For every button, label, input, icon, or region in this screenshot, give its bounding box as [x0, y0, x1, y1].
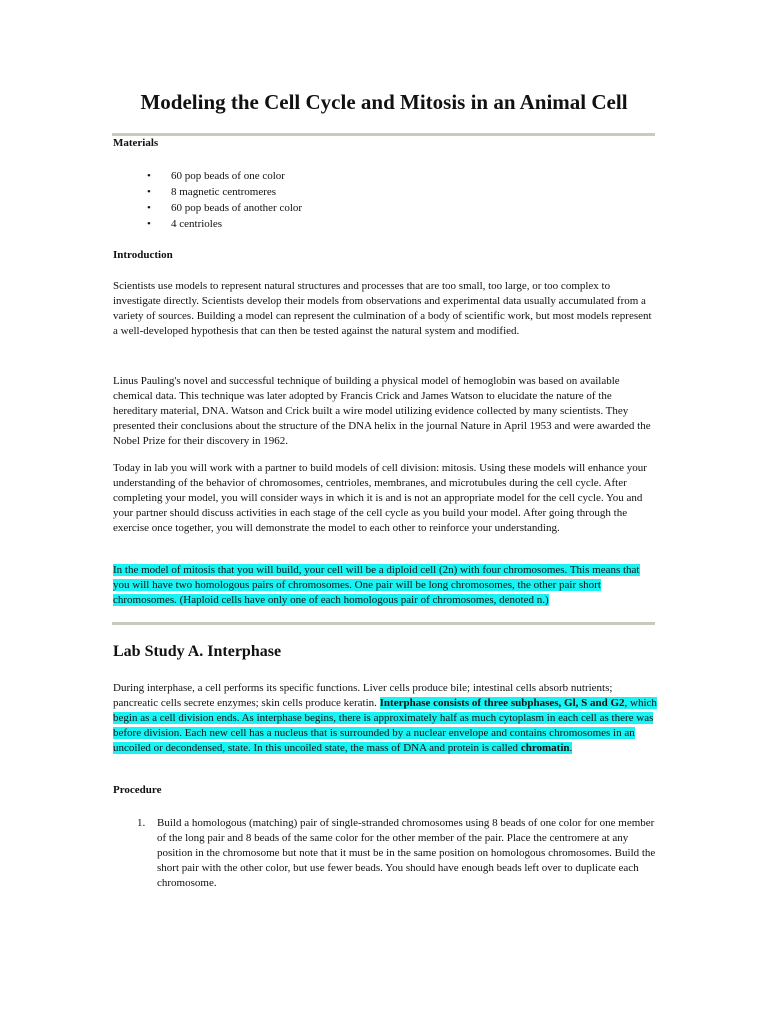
interphase-paragraph: During interphase, a cell performs its specific functions. Liver cells produce bile; intestinal cells absorb nutrients; pancreatic cells secrete enzymes; skin cells produce keratin. Interphase consists of three subphases, Gl, S and G2, which begin as a cell division ends. As interphase begins, there is approximately half as much cytoplasm in each cell as there was before division. Each new cell has a nucleus that is surrounded by a nuclear envelope and contains chromosomes in an uncoiled or decondensed, state. In this uncoiled state, the mass of DNA and protein is called chromatin.: [113, 682, 657, 754]
title-rule: [112, 133, 655, 136]
highlighted-text: Interphase consists of three subphases, Gl, S and G2, which begin as a cell division ends. As interphase begins, there is approximately half as much cytoplasm in each cell as there was before division. Each new cell has a nucleus that is surrounded by a nuclear envelope and contains chromosomes in an uncoiled or decondensed, state. In this uncoiled state, the mass of DNA and protein is called chromatin.: [113, 697, 657, 754]
list-item: • 8 magnetic centromeres: [147, 186, 277, 198]
intro-paragraph-4: [113, 563, 658, 608]
introduction-heading: Introduction: [113, 249, 173, 261]
highlighted-text: In the model of mitosis that you will build, your cell will be a diploid cell (2n) with four chromosomes. This means that you will have two homologous pairs of chromosomes. One pair will be long chromosomes, the other pair short chromosomes. (Haploid cells have only one of each homologous pair of chromosomes, denoted n.): [113, 564, 640, 606]
intro-paragraph-1: Scientists use models to represent natural structures and processes that are too small, too large, or too complex to investigate directly. Scientists develop their models from observations and experimental data usually accumulated from a variety of sources. Building a model can represent the culmination of a body of scientific work, but most models represent a well-developed hypothesis that can then be tested against the natural system and modified.: [113, 280, 652, 337]
document-title: Modeling the Cell Cycle and Mitosis in an Animal Cell: [140, 90, 628, 114]
bullet-icon: •: [147, 170, 151, 182]
bullet-icon: •: [147, 202, 151, 214]
list-item: 1. Build a homologous (matching) pair of single-stranded chromosomes using 8 beads of one color for one member of the long pair and 8 beads of the same color for the other member of the pair. Place the centromere at any position in the chromosome but note that it must be in the same position on homologous chromosomes. Build the short pair with the other color, but use fewer beads. You should have enough beads left over to duplicate each chromosome.: [137, 817, 656, 889]
list-item: • 60 pop beads of one color: [147, 170, 285, 182]
materials-heading: Materials: [113, 137, 159, 149]
section-rule: [112, 622, 655, 625]
list-item: • 4 centrioles: [147, 218, 223, 230]
list-item: • 60 pop beads of another color: [147, 202, 303, 214]
bullet-icon: •: [147, 186, 151, 198]
procedure-list: [137, 816, 657, 891]
lab-study-a-heading: Lab Study A. Interphase: [113, 643, 282, 660]
intro-paragraph-2: Linus Pauling's novel and successful technique of building a physical model of hemoglobin was based on available chemical data. This technique was later adopted by Francis Crick and James Watson to elucidate the nature of the hereditary material, DNA. Watson and Crick built a wire model utilizing evidence collected by many scientists. They presented their conclusions about the structure of the DNA helix in the journal Nature in April 1953 and were awarded the Nobel Prize for their discovery in 1962.: [113, 375, 651, 447]
intro-paragraph-3: Today in lab you will work with a partner to build models of cell division: mitosis. Using these models will enhance your understanding of the behavior of chromosomes, centrioles, membranes, and microtubules during the cell cycle. After completing your model, you will consider ways in which it is and is not an appropriate model for the cell cycle. You and your partner should discuss activities in each stage of the cell cycle as you build your model. After going through the exercise once together, you will demonstrate the model to each other to reinforce your understanding.: [113, 462, 647, 534]
materials-list: [113, 168, 302, 232]
procedure-heading: Procedure: [113, 784, 162, 796]
bullet-icon: •: [147, 218, 151, 230]
